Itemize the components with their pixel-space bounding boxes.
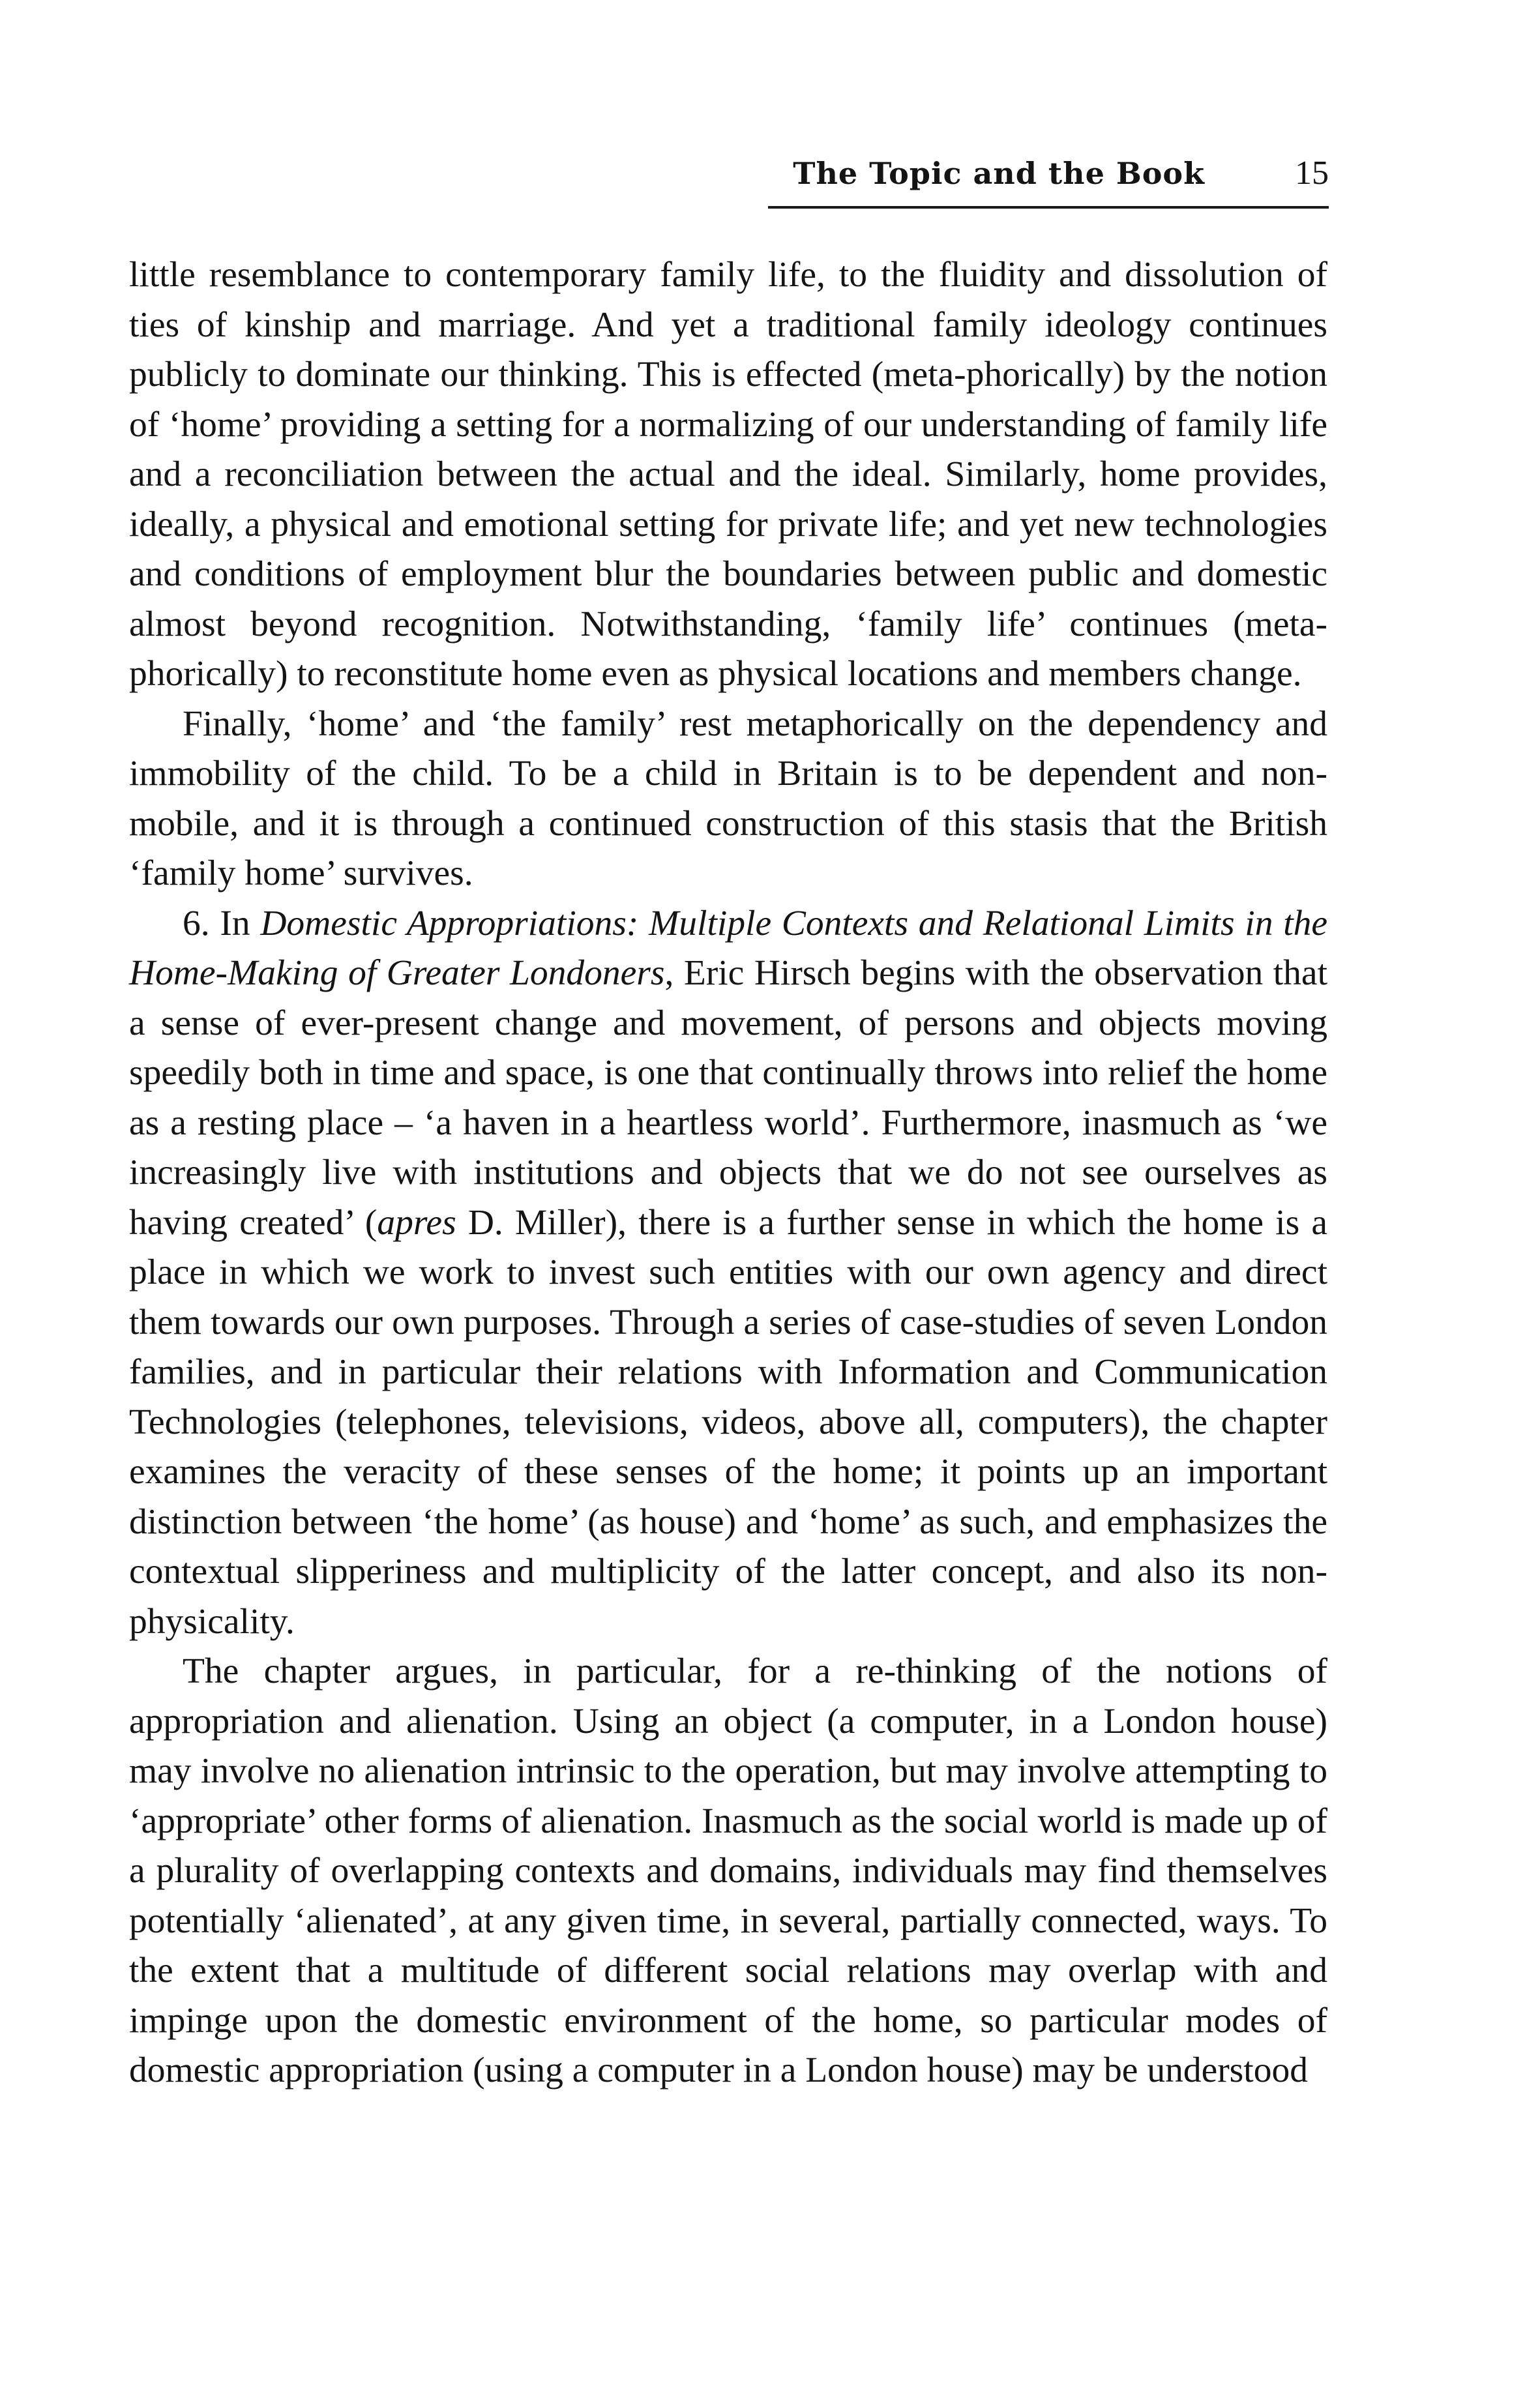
chapter-6-title: Domestic Appropriations: Multiple Contexts and Relational Limits in the Home-Making of Greater Londoners [129,903,1328,993]
running-head [129,151,1329,197]
paragraph-continued: little resemblance to contemporary family life, to the fluidity and dissolution of ties of kinship and marriage. And yet a traditional family ideology continues publicly to dominate our thinking. This is effected (meta-phorically) by the notion of ‘home’ providing a setting for a normalizing of our understanding of family life and a reconciliation between the actual and the ideal. Similarly, home provides, ideally, a physical and emotional setting for private life; and yet new technologies and conditions of employment blur the boundaries between public and domestic almost beyond recognition. Notwithstanding, ‘family life’ continues (meta-phorically) to reconstitute home even as physical locations and members change. [129,255,1327,694]
chapter-6-summary-cont: D. Miller), there is a further sense in which the home is a place in which we work to invest such entities with our own agency and direct them towards our own purposes. Through a series of case-studies of seven London families, and in particular their relations with Information and Communication Technologies (telephones, televisions, videos, above all, computers), the chapter examines the veracity of these senses of the home; it points up an important distinction between ‘the home’ (as house) and ‘home’ as such, and emphasizes the contextual slipperiness and multiplicity of the latter concept, and also its non-physicality. [129,1202,1327,1642]
chapter-6-lead: 6. In [183,903,261,943]
page-number: 15 [1295,155,1329,192]
paragraph-chapter-6 [129,899,1327,1647]
chapter-6-summary: , Eric Hirsch begins with the observation that a sense of ever-present change and movement, of persons and objects moving speedily both in time and space, is one that continually throws into relief the home as a resting place – ‘a haven in a heartless world’. Furthermore, inasmuch as ‘we increasingly live with institutions and objects that we do not see ourselves as having created’ ( [129,953,1327,1243]
apres-term: apres [377,1202,456,1243]
body-text [129,250,1327,2096]
paragraph-chapter-argues: The chapter argues, in particular, for a re-thinking of the notions of appropriation and alienation. Using an object (a computer, in a London house) may involve no alienation intrinsic to the operation, but may involve attempting to ‘appropriate’ other forms of alienation. Inasmuch as the social world is made up of a plurality of overlapping contexts and domains, individuals may find themselves potentially ‘alienated’, at any given time, in several, partially connected, ways. To the extent that a multitude of different social relations may overlap with and impinge upon the domestic environment of the home, so particular modes of domestic appropriation (using a computer in a London house) may be understood [129,1651,1327,2090]
paragraph-finally: Finally, ‘home’ and ‘the family’ rest metaphorically on the dependency and immobility of the child. To be a child in Britain is to be dependent and non-mobile, and it is through a continued construction of this stasis that the British ‘family home’ survives. [129,703,1327,893]
running-title: The Topic and the Book [793,156,1205,191]
header-rule [768,206,1329,209]
